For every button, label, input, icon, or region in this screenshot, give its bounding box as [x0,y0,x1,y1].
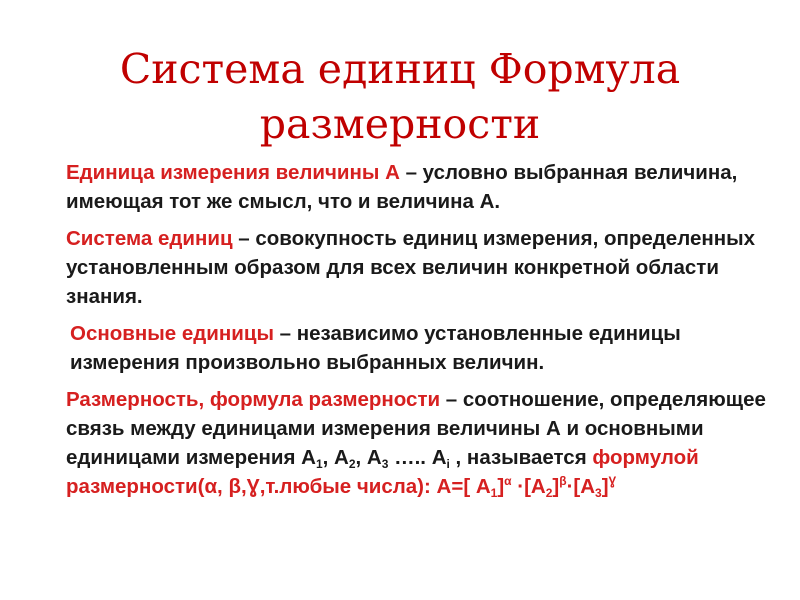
subscript-i: i [446,457,450,471]
paragraph-system [66,224,796,311]
slide-body [66,158,796,509]
definition-unit: – условно выбранная величина, имеющая тот же смысл, что и величина А. [66,161,738,213]
formula-sub-3: 3 [595,486,602,500]
formula-mid-2: ·[А [566,475,596,498]
term-base-units: Основные единицы [70,322,274,345]
subscript-1: 1 [315,457,323,471]
definition-base-units: – независимо установленные единицы измерения произвольно выбранных величин. [70,322,681,374]
formula-mid-1: ·[А [511,475,546,498]
term-dimension: Размерность, формула размерности [66,388,441,411]
separator-2: , А [355,446,382,469]
paragraph-unit [66,158,796,216]
called-text: , называется [449,446,593,469]
formula-close-3: ] [601,475,609,498]
paragraph-dimension [66,385,796,501]
ellipsis-text: ….. А [388,446,447,469]
paragraph-base-units [66,319,796,377]
subscript-3: 3 [381,457,389,471]
term-unit: Единица измерения величины А [66,161,400,184]
title-line-1: Система единиц Формула [119,45,681,93]
formula [431,475,616,498]
formula-sup-gamma: Ɣ [608,474,617,488]
formula-close-2: ] [552,475,560,498]
formula-sup-alpha: α [504,474,512,488]
slide-title [0,42,800,152]
formula-close-1: ] [497,475,505,498]
term-dimension-formula: формулой размерности(α, β,Ɣ,т.любые числа): [66,446,699,498]
formula-sub-1: 1 [490,486,498,500]
definition-dimension: – соотношение, определяющее связь между единицами измерения величины А и основными единицами измерения А [66,388,766,469]
title-line-2: размерности [259,100,541,148]
subscript-2: 2 [348,457,356,471]
separator-1: , А [322,446,349,469]
formula-sub-2: 2 [545,486,553,500]
formula-part-a: А=[ А [430,475,491,498]
definition-system: – совокупность единиц измерения, определенных установленным образом для всех величин конкретной области знания. [66,227,756,308]
term-system: Система единиц [66,227,233,250]
formula-sup-beta: β [559,474,567,488]
